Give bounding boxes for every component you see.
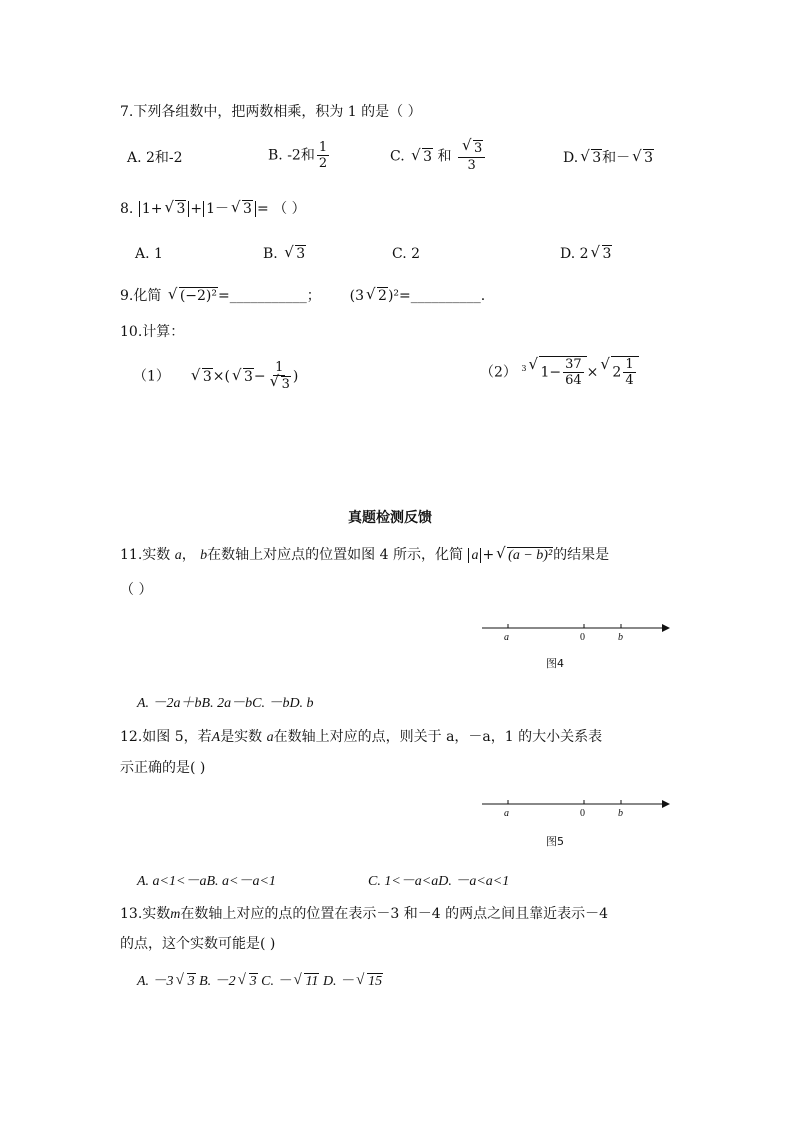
figure-5-caption: 图5 [546, 835, 564, 848]
q11-answer-paren: （ ） [120, 582, 153, 598]
axis-label-b: b [618, 632, 623, 643]
q9-stem: 9.化简 √ (−2)²=___________； (3√ 2)²=__________. [120, 286, 485, 306]
q7-option-d: D.√ 3和－√ 3 [563, 148, 654, 168]
q8-option-a: A. 1 [135, 246, 163, 262]
q13-stem-cont: 的点，这个实数可能是( ) [120, 936, 276, 952]
q12-options-cd: C. 1<－a<aD. －a<a<1 [368, 874, 510, 889]
q11-stem: 11.实数 a， b在数轴上对应点的位置如图 4 所示，化简 a +√ (a − b)²的结果是 [120, 545, 609, 566]
axis-label-b: b [618, 808, 623, 819]
fraction: √ $\frac{3}{3}$ [458, 140, 485, 173]
q10-stem: 10.计算： [120, 324, 185, 340]
absolute-value: 1－√ 3 [203, 201, 256, 217]
q10-part2: （2） $^3$√ 1− $\frac{37}{64}$ ×√ 2 $\frac{1}{4}$ [480, 356, 639, 388]
q8-option-c: C. 2 [392, 246, 421, 262]
q7-option-b: B. -2和 $\frac{1}{2}$ [268, 140, 328, 171]
q8-option-d: D. 2√ 3 [560, 244, 612, 264]
q11-options: A. －2a＋bB. 2a－bC. －bD. b [137, 696, 314, 711]
q8-option-b: B. √ 3 [263, 244, 306, 264]
number-line-figure-5 [480, 796, 670, 846]
axis-label-0: 0 [580, 632, 585, 643]
q12-stem-cont: 示正确的是( ) [120, 760, 206, 776]
absolute-value: 1+√ 3 [139, 201, 190, 217]
q12-stem: 12.如图 5，若A是实数 a在数轴上对应的点，则关于 a，－a，1 的大小关系表 [120, 729, 603, 745]
q7-stem: 7.下列各组数中，把两数相乘，积为 1 的是（ ） [120, 104, 422, 120]
figure-4-caption: 图4 [546, 657, 564, 670]
q13-stem: 13.实数m在数轴上对应的点的位置在表示－3 和－4 的两点之间且靠近表示－4 [120, 906, 609, 922]
q7-option-a: A. 2和-2 [127, 150, 183, 166]
fraction: $\frac{1}{2}$ [318, 140, 328, 171]
sqrt-expression: √ 3 [411, 147, 433, 167]
q12-options-ab: A. a<1<－aB. a<－a<1 [137, 874, 276, 889]
section-title: 真题检测反馈 [348, 510, 432, 526]
q8-stem: 8. 1+√ 3 + 1－√ 3 = （ ） [120, 199, 306, 219]
number-line-figure-4 [480, 620, 670, 670]
axis-label-a: a [504, 632, 509, 643]
q13-options: A. －3√ 3 B. －2√ 3 C. －√ 11 D. －√ 15 [137, 972, 383, 992]
q7-option-c: C. √ 3 和 √ $\frac{3}{3}$ [390, 140, 487, 173]
q10-part1: （1） √ 3×(√ 3− 1 √ 3 ) [133, 360, 298, 393]
axis-label-0: 0 [580, 808, 585, 819]
axis-label-a: a [504, 808, 509, 819]
